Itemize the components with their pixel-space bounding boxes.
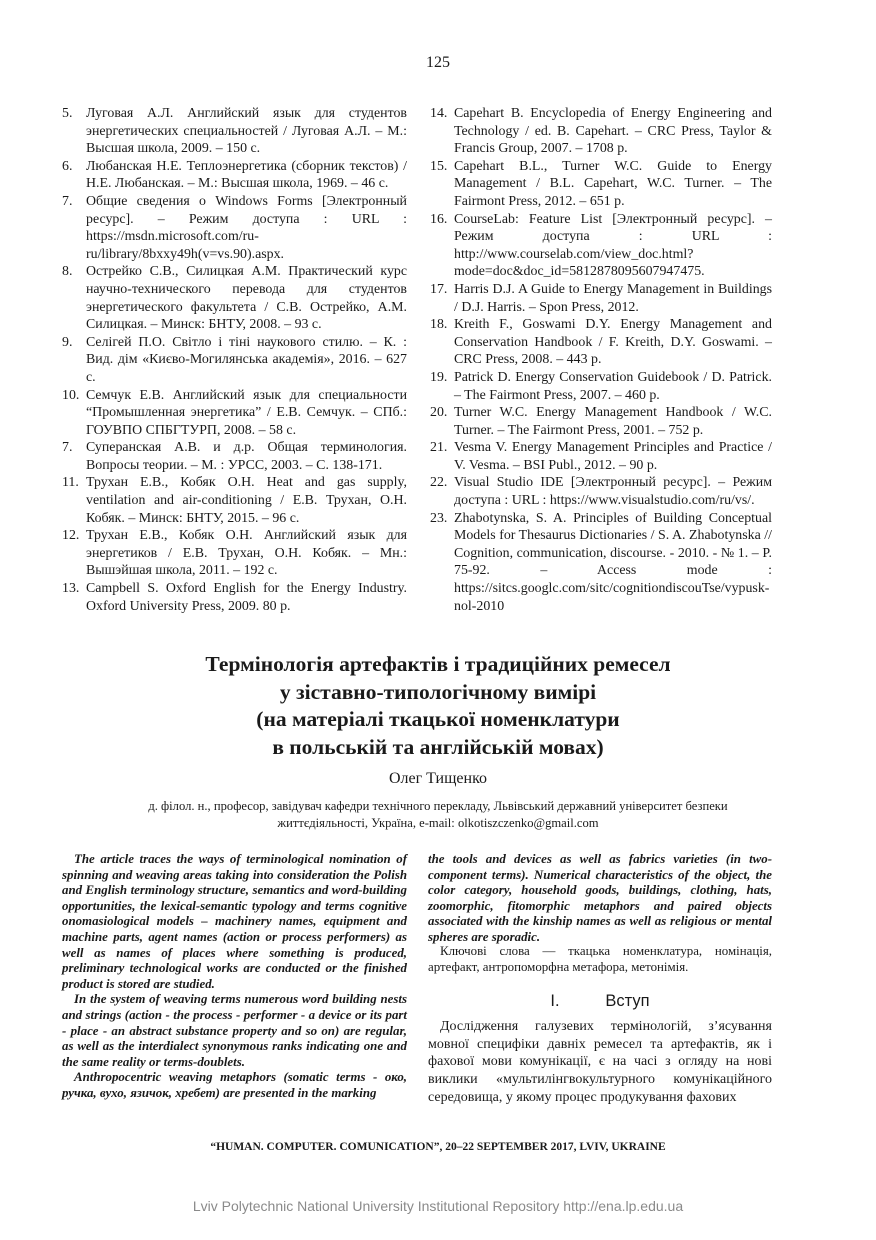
reference-text: Vesma V. Energy Management Principles and Practice / V. Vesma. – BSI Publ., 2012. – 90 p. (454, 440, 772, 473)
reference-text: Visual Studio IDE [Электронный ресурс]. – Режим доступа : URL : https://www.visualstudio.com/ru/vs/. (454, 475, 772, 509)
reference-number: 5. (62, 106, 73, 121)
reference-item (62, 158, 407, 193)
reference-text: Kreith F., Goswami D.Y. Energy Management and Conservation Handbook / F. Kreith, D.Y. Goswami. – CRC Press, 2008. – 443 p. (454, 317, 772, 368)
reference-item (430, 105, 772, 158)
intro-paragraph: Дослідження галузевих термінологій, з’ясування мовної специфіки давніх ремесел та артефактів, як і фахової мови комунікації, є на часі з огляду на нові виклики «мультилінгвокультурного комунікаційного середовища, у якому процес продукування фахових (428, 1019, 772, 1105)
reference-number: 20. (430, 405, 448, 421)
reference-text: Zhabotynska, S. A. Principles of Building Conceptual Models for Thesaurus Dictionaries / S. A. Zhabotynska // Cognition, communication, discourse. - 2010. - № 1. – P. 75-92. – Access mode : https://sitcs.googlc.com/sitc/cognitiondiscouTse/vypusk-nol-2010 (454, 510, 772, 614)
abstract-left-column (62, 852, 407, 1102)
reference-text: Селігей П.О. Світло і тіні наукового стилю. – К. : Вид. дім «Києво-Могилянська академія», 2016. – 627 с. (86, 334, 407, 385)
abstract-paragraph: Anthropocentric weaving metaphors (somatic terms - око, ручка, вухо, язичок, хребет) are presented in the marking (62, 1070, 407, 1100)
abstract-paragraph: The article traces the ways of terminological nomination of spinning and weaving areas taking into consideration the Polish and English terminology structure, semantics and word-building opportunities, the lexical-semantic typology and terms cognitive onomasiological models – machinery names, equipment and machine parts, agent names (action or process performers) as well as names of places where something is produced, preliminary technological works are conducted or the finished product is stored are studied. (62, 852, 407, 991)
repository-notice: Lviv Polytechnic National University Institutional Repository http://ena.lp.edu.ua (192, 1198, 684, 1214)
reference-text: Campbell S. Oxford English for the Energy Industry. Oxford University Press, 2009. 80 p. (86, 581, 407, 614)
section-heading: I. Вступ (550, 992, 650, 1010)
author-affiliation: д. філол. н., професор, завідувач кафедри технічного перекладу, Львівський державний університет безпеки життєдіяльності, Україна, e-mail: olkotiszczenko@gmail.com (148, 799, 728, 830)
reference-number: 17. (430, 281, 448, 297)
references-right-column (430, 105, 772, 615)
reference-number: 7. (62, 193, 73, 209)
reference-text: Острейко С.В., Силицкая А.М. Практический курс научно-технического перевода для студентов энергетического факультета / С.В. Острейко, А.М. Силицкая. – Минск: БНТУ, 2008. – 93 с. (86, 264, 407, 333)
reference-item (62, 439, 407, 474)
reference-item (430, 211, 772, 281)
reference-item (430, 439, 772, 474)
title-line: в польській та англійській мовах) (272, 734, 604, 759)
reference-number: 22. (430, 475, 448, 491)
reference-text: Трухан Е.В., Кобяк О.Н. Английский язык для энергетиков / Е.В. Трухан, О.Н. Кобяк. – Мн.: Вышэйшая школа, 2011. – 192 с. (86, 528, 407, 579)
reference-text: Patrick D. Energy Conservation Guidebook / D. Patrick. – The Fairmont Press, 2007. – 460 p. (454, 369, 772, 403)
reference-number: 14. (430, 106, 448, 121)
article-title (0, 651, 876, 761)
abstract-paragraph: the tools and devices as well as fabrics varieties (in two-component terms). Numerical characteristics of the object, the color category, household goods, buildings, clothing, hats, zoomorphic, fitomorphic metaphors and paired objects associated with the kinship names as well as religious or mental spheres are sporadic. (428, 852, 772, 944)
conference-footer: “HUMAN. COMPUTER. COMUNICATION”, 20–22 SEPTEMBER 2017, LVIV, UKRAINE (210, 1141, 666, 1153)
reference-item (430, 474, 772, 509)
reference-item (62, 580, 407, 615)
reference-number: 11. (62, 475, 79, 491)
reference-number: 13. (62, 581, 80, 597)
reference-item (430, 369, 772, 404)
reference-item (62, 527, 407, 580)
reference-item (62, 263, 407, 333)
reference-number: 9. (62, 334, 73, 350)
reference-number: 6. (62, 158, 73, 174)
reference-item (62, 334, 407, 387)
reference-number: 19. (430, 369, 448, 385)
author-name: Олег Тищенко (388, 770, 488, 787)
reference-text: Capehart B. Encyclopedia of Energy Engineering and Technology / ed. B. Capehart. – CRC Press, Taylor & Francis Group, 2007. – 1708 p. (454, 106, 772, 157)
reference-text: Любанская Н.Е. Теплоэнергетика (сборник текстов) / Н.Е. Любанская. – М.: Высшая школа, 1969. – 46 с. (86, 158, 407, 192)
reference-text: Трухан Е.В., Кобяк О.Н. Heat and gas supply, ventilation and air-conditioning / Е.В. Трухан, О.Н. Кобяк. – Минск: БНТУ, 2015. – 96 с. (86, 475, 407, 526)
reference-item (62, 474, 407, 527)
reference-item (430, 404, 772, 439)
title-line: у зіставно-типологічному вимірі (279, 679, 597, 704)
reference-number: 10. (62, 387, 80, 403)
title-line: Термінологія артефактів і традиційних ремесел (205, 652, 671, 676)
reference-item (430, 316, 772, 369)
references-left-column (62, 105, 407, 615)
reference-text: Capehart B.L., Turner W.C. Guide to Energy Management / B.L. Capehart, W.C. Turner. – The Fairmont Press, 2012. – 651 p. (454, 158, 772, 209)
reference-text: Общие сведения о Windows Forms [Электронный ресурс]. – Режим доступа : URL : https://msdn.microsoft.com/ru-ru/library/8bxxy49h(v=vs.90).aspx. (86, 193, 407, 262)
reference-item (430, 281, 772, 316)
reference-number: 21. (430, 440, 448, 456)
reference-number: 12. (62, 528, 80, 544)
reference-number: 8. (62, 264, 73, 280)
reference-item (430, 510, 772, 616)
abstract-paragraph: In the system of weaving terms numerous word building nests and strings (action - the process - performer - a device or its part - place - an abstract substance property and so on) are regular, as well as the interdialect synonymous ranks indicating one and the same reality or terms-doublets. (62, 992, 407, 1069)
reference-number: 16. (430, 211, 448, 227)
reference-item (62, 105, 407, 158)
reference-text: Harris D.J. A Guide to Energy Management in Buildings / D.J. Harris. – Spon Press, 2012. (454, 281, 772, 315)
reference-text: CourseLab: Feature List [Электронный ресурс]. – Режим доступа : URL : http://www.courselab.com/view_doc.html?mode=doc&doc_id=5812878095607947475. (454, 211, 772, 280)
reference-text: Суперанская А.В. и д.р. Общая терминология. Вопросы теории. – М. : УРСС, 2003. – С. 138-171. (86, 440, 407, 473)
reference-item (430, 158, 772, 211)
reference-text: Луговая А.Л. Английский язык для студентов энергетических специальностей / Луговая А.Л. – М.: Высшая школа, 2009. – 150 с. (86, 106, 407, 157)
reference-number: 7. (62, 440, 73, 456)
reference-text: Turner W.C. Energy Management Handbook / W.C. Turner. – The Fairmont Press, 2001. – 752 p. (454, 405, 772, 438)
page-number: 125 (426, 54, 450, 71)
keywords: Ключові слова — ткацька номенклатура, номінація, артефакт, антропоморфна метафора, метонімія. (428, 944, 772, 974)
abstract-right-column (428, 852, 772, 946)
reference-item (62, 193, 407, 263)
reference-number: 18. (430, 317, 448, 333)
reference-text: Семчук Е.В. Английский язык для специальности “Промышленная энергетика” / Е.В. Семчук. – СПб.: ГОУВПО СПБГТУРП, 2008. – 58 с. (86, 387, 407, 438)
title-line: (на матеріалі ткацької номенклатури (256, 707, 620, 731)
reference-item (62, 387, 407, 440)
reference-number: 15. (430, 158, 448, 174)
reference-number: 23. (430, 510, 448, 526)
